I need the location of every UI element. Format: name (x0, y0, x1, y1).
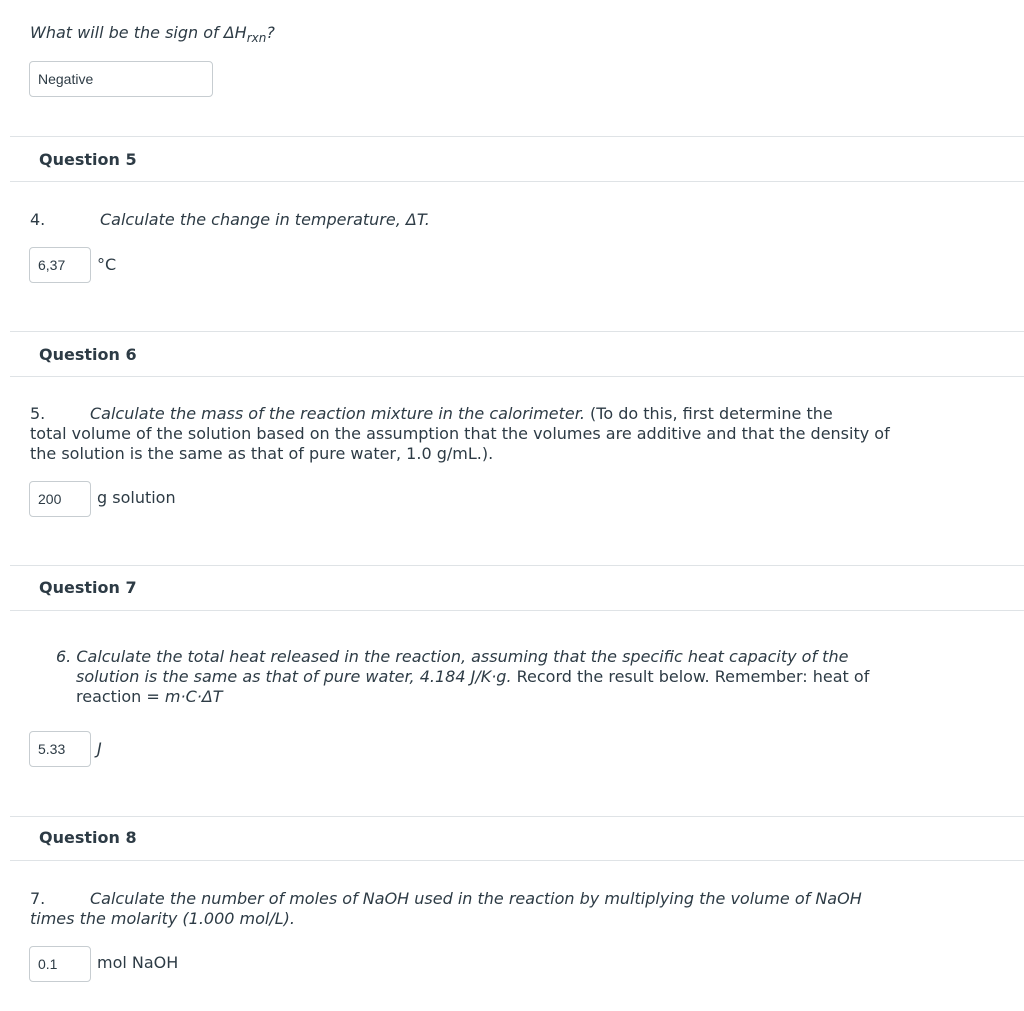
q5-divider-top (10, 136, 1024, 137)
question-8-unit: mol NaOH (97, 953, 179, 972)
question-6-unit: g solution (97, 488, 176, 507)
q8-divider-bottom (10, 860, 1024, 861)
question-6-prompt-rest: (To do this, first determine the (584, 404, 833, 423)
question-7-prompt-line2 (76, 667, 869, 687)
question-5-number: 4. (30, 210, 46, 229)
sign-question-prefix: What will be the sign of ΔH (30, 23, 247, 42)
sign-answer-value: Negative (38, 71, 94, 87)
q6-divider-top (10, 331, 1024, 332)
question-6-prompt-line2: total volume of the solution based on the assumption that the volumes are additive and that the density of (30, 424, 890, 443)
sign-question-suffix: ? (266, 23, 275, 42)
question-8-prompt-line2: times the molarity (1.000 mol/L). (30, 909, 295, 928)
question-7-prompt-italic: solution is the same as that of pure water, 4.184 J/K·g. (76, 667, 512, 686)
question-7-title: Question 7 (39, 578, 137, 597)
question-7-formula-prefix: reaction = (76, 687, 165, 706)
question-6-prompt-line3: the solution is the same as that of pure water, 1.0 g/mL.). (30, 444, 494, 463)
question-8-answer-value: 0.1 (38, 956, 58, 972)
question-7-unit: J (97, 739, 102, 758)
question-5-prompt: Calculate the change in temperature, ΔT. (100, 210, 430, 229)
question-8-title: Question 8 (39, 828, 137, 847)
question-7-prompt-line3 (76, 687, 223, 707)
question-6-title: Question 6 (39, 345, 137, 364)
question-6-answer-value: 200 (38, 491, 62, 507)
question-5-answer-input[interactable] (29, 247, 91, 283)
question-6-prompt-italic: Calculate the mass of the reaction mixture in the calorimeter. (90, 404, 585, 423)
question-7-answer-input[interactable] (29, 731, 91, 767)
sign-question-prompt (30, 23, 275, 48)
question-6-number: 5. (30, 404, 46, 423)
q7-divider-top (10, 565, 1024, 566)
sign-question-subscript: rxn (246, 31, 267, 45)
question-7-prompt-line1: 6. Calculate the total heat released in the reaction, assuming that the specific heat capacity of the (56, 647, 849, 666)
question-8-number: 7. (30, 889, 46, 908)
q5-divider-bottom (10, 181, 1024, 182)
sign-answer-select[interactable] (29, 61, 213, 97)
question-6-answer-input[interactable] (29, 481, 91, 517)
question-8-prompt-line1: Calculate the number of moles of NaOH used in the reaction by multiplying the volume of NaOH (90, 889, 862, 908)
question-8-answer-input[interactable] (29, 946, 91, 982)
question-5-unit: °C (97, 255, 117, 274)
q8-divider-top (10, 816, 1024, 817)
q6-divider-bottom (10, 376, 1024, 377)
question-7-formula: m·C·ΔT (164, 687, 223, 706)
question-5-title: Question 5 (39, 150, 137, 169)
question-6-prompt-line1 (90, 404, 833, 424)
question-5-answer-value: 6,37 (38, 257, 66, 273)
question-7-answer-value: 5.33 (38, 741, 66, 757)
question-7-prompt-rest: Record the result below. Remember: heat of (511, 667, 870, 686)
q7-divider-bottom (10, 610, 1024, 611)
